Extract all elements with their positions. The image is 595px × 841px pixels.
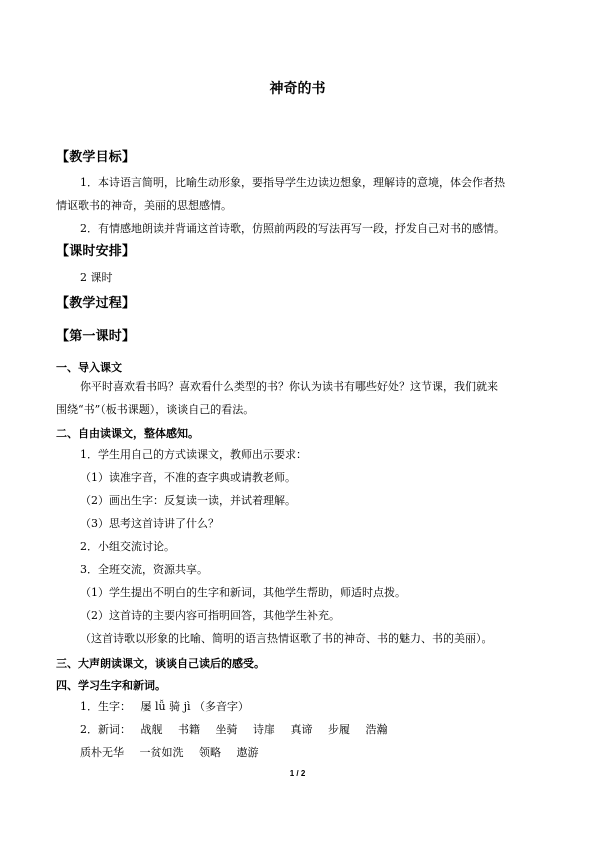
new-characters-row	[80, 695, 249, 718]
part-1-line-1: 你平时喜欢看书吗？喜欢看什么类型的书？你认为读书有哪些好处？这节课，我们就来	[80, 380, 498, 393]
part-2-step-3: 3．全班交流，资源共享。	[80, 563, 208, 576]
new-words-row	[80, 718, 400, 741]
new-words-row-2	[80, 741, 271, 764]
new-word: 诗扉	[253, 723, 275, 736]
new-word: 一贫如洗	[139, 746, 184, 759]
goal-item-1-line-2: 情讴歌书的神奇，美丽的思想感情。	[56, 199, 232, 212]
part-2-step-2: 2．小组交流讨论。	[80, 540, 175, 553]
new-word: 坐骑	[215, 723, 238, 736]
new-word: 真谛	[290, 723, 313, 736]
part-2-step-1c: （3）思考这首诗讲了什么？	[80, 517, 219, 530]
page-title: 神奇的书	[269, 81, 326, 97]
part-2-step-1a: （1）读准字音，不准的查字典或请教老师。	[80, 471, 296, 484]
new-characters-list: 屡 lǚ 骑 jì （多音字）	[140, 700, 250, 713]
new-word: 步履	[328, 723, 350, 736]
new-word: 书籍	[178, 723, 200, 736]
part-2-step-3a: （1）学生提出不明白的生字和新词，其他学生帮助，师适时点拨。	[80, 586, 406, 599]
part-1-line-2: 围绕“书”（板书课题），谈谈自己的看法。	[56, 403, 255, 416]
new-word: 质朴无华	[80, 746, 124, 759]
part-2-step-3c: （这首诗歌以形象的比喻、简明的语言热情讴歌了书的神奇、书的魅力、书的美丽）。	[80, 632, 493, 645]
new-words-label: 2．新词：	[80, 723, 131, 736]
section-heading-process: 【教学过程】	[56, 296, 136, 311]
part-2-title: 二、自由读课文，整体感知。	[56, 427, 199, 440]
new-characters-label: 1．生字：	[80, 700, 131, 713]
new-word: 浩瀚	[365, 723, 388, 736]
part-3-title: 三、大声朗读课文，谈谈自己读后的感受。	[56, 657, 265, 670]
part-2-step-1: 1．学生用自己的方式读课文，教师出示要求：	[80, 448, 307, 461]
part-2-step-1b: （2）画出生字：反复读一读，并试着理解。	[80, 494, 296, 507]
section-heading-goals: 【教学目标】	[56, 150, 136, 165]
new-word: 遨游	[236, 746, 259, 759]
part-1-title: 一、导入课文	[56, 361, 122, 374]
part-4-title: 四、学习生字和新词。	[56, 679, 166, 692]
schedule-value: 2 课时	[80, 271, 113, 284]
new-word: 战舰	[140, 723, 163, 736]
new-word: 领略	[199, 746, 221, 759]
goal-item-1-line-1: 1．本诗语言简明，比喻生动形象，要指导学生边读边想象，理解诗的意境，体会作者热	[80, 176, 505, 189]
part-2-step-3b: （2）这首诗的主要内容可指明回答，其他学生补充。	[80, 609, 340, 622]
section-heading-schedule: 【课时安排】	[56, 244, 136, 259]
section-heading-lesson-1: 【第一课时】	[56, 329, 136, 344]
page-number: 1 / 2	[289, 769, 306, 778]
goal-item-2: 2．有情感地朗读并背诵这首诗歌，仿照前两段的写法再写一段，抒发自己对书的感情。	[80, 222, 505, 235]
